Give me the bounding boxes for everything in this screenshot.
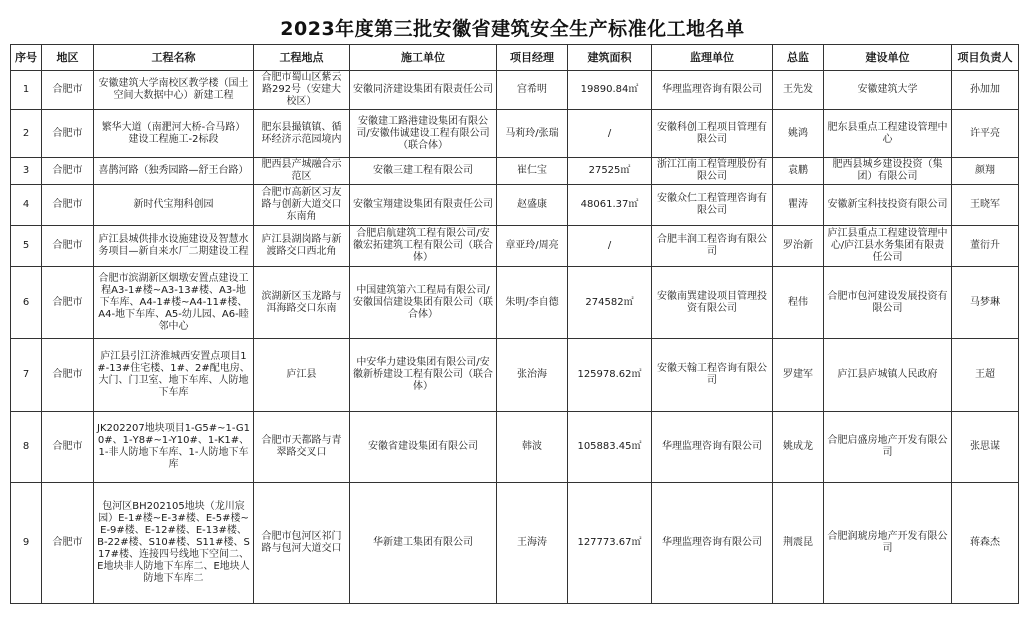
project-name-cell: 安徽建筑大学南校区教学楼（国土空间大数据中心）新建工程 <box>94 71 254 110</box>
location-cell: 肥西县产城融合示范区 <box>254 158 350 185</box>
manager-cell: 韩波 <box>497 412 568 483</box>
lead-cell: 颜翔 <box>952 158 1019 185</box>
table-row <box>11 483 1019 604</box>
table-row <box>11 339 1019 412</box>
region-cell: 合肥市 <box>42 412 94 483</box>
chief-cell: 荆震昆 <box>773 483 824 604</box>
area-cell: 19890.84㎡ <box>568 71 652 110</box>
contractor-cell: 安徽同济建设集团有限责任公司 <box>350 71 497 110</box>
header-cell: 工程名称 <box>94 45 254 71</box>
header-cell: 地区 <box>42 45 94 71</box>
table-row <box>11 71 1019 110</box>
owner-cell: 肥东县重点工程建设管理中心 <box>824 110 952 158</box>
header-cell: 监理单位 <box>652 45 773 71</box>
owner-cell: 庐江县庐城镇人民政府 <box>824 339 952 412</box>
table-row <box>11 267 1019 339</box>
owner-cell: 合肥润琥房地产开发有限公司 <box>824 483 952 604</box>
chief-cell: 姚鸿 <box>773 110 824 158</box>
header-cell: 建筑面积 <box>568 45 652 71</box>
table-row <box>11 110 1019 158</box>
supervisor-cell: 华理监理咨询有限公司 <box>652 71 773 110</box>
project-name-cell: JK202207地块项目1-G5#~1-G10#、1-Y8#~1-Y10#、1-K1#、1-非人防地下车库、1-人防地下车库 <box>94 412 254 483</box>
header-cell: 工程地点 <box>254 45 350 71</box>
area-cell: 125978.62㎡ <box>568 339 652 412</box>
header-cell: 总监 <box>773 45 824 71</box>
project-name-cell: 新时代宝翔科创园 <box>94 185 254 226</box>
project-name-cell: 喜鹊河路（独秀园路—舒王台路） <box>94 158 254 185</box>
project-name-cell: 合肥市滨湖新区烟墩安置点建设工程A3-1#楼~A3-13#楼、A3-地下车库、A4-1#楼~A4-11#楼、A4-地下车库、A5-幼儿园、A6-睦邻中心 <box>94 267 254 339</box>
location-cell: 合肥市高新区习友路与创新大道交口东南角 <box>254 185 350 226</box>
location-cell: 肥东县撮镇镇、循环经济示范园境内 <box>254 110 350 158</box>
owner-cell: 庐江县重点工程建设管理中心/庐江县水务集团有限责任公司 <box>824 226 952 267</box>
contractor-cell: 安徽建工路港建设集团有限公司/安徽伟诚建设工程有限公司（联合体） <box>350 110 497 158</box>
region-cell: 合肥市 <box>42 110 94 158</box>
location-cell: 庐江县 <box>254 339 350 412</box>
manager-cell: 朱明/李自德 <box>497 267 568 339</box>
area-cell: / <box>568 226 652 267</box>
manager-cell: 宫希明 <box>497 71 568 110</box>
area-cell: / <box>568 110 652 158</box>
owner-cell: 合肥市包河建设发展投资有限公司 <box>824 267 952 339</box>
contractor-cell: 华新建工集团有限公司 <box>350 483 497 604</box>
manager-cell: 崔仁宝 <box>497 158 568 185</box>
owner-cell: 合肥启盛房地产开发有限公司 <box>824 412 952 483</box>
supervisor-cell: 安徽天翰工程咨询有限公司 <box>652 339 773 412</box>
chief-cell: 瞿涛 <box>773 185 824 226</box>
table-row <box>11 226 1019 267</box>
manager-cell: 马莉玲/张瑞 <box>497 110 568 158</box>
lead-cell: 董衍升 <box>952 226 1019 267</box>
region-cell: 合肥市 <box>42 267 94 339</box>
region-cell: 合肥市 <box>42 339 94 412</box>
header-cell: 项目负责人 <box>952 45 1019 71</box>
region-cell: 合肥市 <box>42 185 94 226</box>
table-header-row <box>11 45 1019 71</box>
chief-cell: 王先发 <box>773 71 824 110</box>
region-cell: 合肥市 <box>42 71 94 110</box>
lead-cell: 王晓军 <box>952 185 1019 226</box>
supervisor-cell: 安徽科创工程项目管理有限公司 <box>652 110 773 158</box>
area-cell: 27525㎡ <box>568 158 652 185</box>
supervisor-cell: 合肥丰润工程咨询有限公司 <box>652 226 773 267</box>
lead-cell: 王超 <box>952 339 1019 412</box>
page-title: 2023年度第三批安徽省建筑安全生产标准化工地名单 <box>280 18 745 40</box>
row-number: 1 <box>11 71 42 110</box>
chief-cell: 袁鹏 <box>773 158 824 185</box>
contractor-cell: 中国建筑第六工程局有限公司/安徽国信建设集团有限公司（联合体） <box>350 267 497 339</box>
chief-cell: 程伟 <box>773 267 824 339</box>
project-name-cell: 庐江县城供排水设施建设及智慧水务项目—新自来水厂二期建设工程 <box>94 226 254 267</box>
row-number: 2 <box>11 110 42 158</box>
manager-cell: 张治海 <box>497 339 568 412</box>
area-cell: 105883.45㎡ <box>568 412 652 483</box>
location-cell: 合肥市蜀山区紫云路292号（安建大校区） <box>254 71 350 110</box>
header-cell: 建设单位 <box>824 45 952 71</box>
supervisor-cell: 安徽众仁工程管理咨询有限公司 <box>652 185 773 226</box>
location-cell: 合肥市包河区祁门路与包河大道交口 <box>254 483 350 604</box>
owner-cell: 安徽建筑大学 <box>824 71 952 110</box>
location-cell: 合肥市天都路与青翠路交叉口 <box>254 412 350 483</box>
row-number: 8 <box>11 412 42 483</box>
row-number: 9 <box>11 483 42 604</box>
area-cell: 48061.37㎡ <box>568 185 652 226</box>
owner-cell: 安徽新宝科技投资有限公司 <box>824 185 952 226</box>
header-cell: 项目经理 <box>497 45 568 71</box>
region-cell: 合肥市 <box>42 483 94 604</box>
owner-cell: 肥西县城乡建设投资（集团）有限公司 <box>824 158 952 185</box>
manager-cell: 王海涛 <box>497 483 568 604</box>
location-cell: 庐江县湖岗路与新渡路交口西北角 <box>254 226 350 267</box>
region-cell: 合肥市 <box>42 158 94 185</box>
row-number: 3 <box>11 158 42 185</box>
header-cell: 序号 <box>11 45 42 71</box>
header-cell: 施工单位 <box>350 45 497 71</box>
lead-cell: 马梦琳 <box>952 267 1019 339</box>
supervisor-cell: 浙江江南工程管理股份有限公司 <box>652 158 773 185</box>
area-cell: 127773.67㎡ <box>568 483 652 604</box>
contractor-cell: 安徽宝翔建设集团有限责任公司 <box>350 185 497 226</box>
area-cell: 274582㎡ <box>568 267 652 339</box>
table-row <box>11 185 1019 226</box>
project-name-cell: 庐江县引江济淮城西安置点项目1#-13#住宅楼、1#、2#配电房、大门、门卫室、地下车库、人防地下车库 <box>94 339 254 412</box>
supervisor-cell: 华理监理咨询有限公司 <box>652 483 773 604</box>
lead-cell: 孙加加 <box>952 71 1019 110</box>
lead-cell: 许平亮 <box>952 110 1019 158</box>
construction-site-table <box>10 44 1019 604</box>
project-name-cell: 包河区BH202105地块（龙川宸园）E-1#楼~E-3#楼、E-5#楼~E-9#楼、E-12#楼、E-13#楼、B-22#楼、S10#楼、S11#楼、S17#楼、连接四号线地下空间二、E地块非人防地下车库二、E地块人防地下车库二 <box>94 483 254 604</box>
project-name-cell: 繁华大道（南淝河大桥-合马路）建设工程施工-2标段 <box>94 110 254 158</box>
chief-cell: 姚成龙 <box>773 412 824 483</box>
row-number: 4 <box>11 185 42 226</box>
row-number: 6 <box>11 267 42 339</box>
chief-cell: 罗治新 <box>773 226 824 267</box>
row-number: 5 <box>11 226 42 267</box>
supervisor-cell: 华理监理咨询有限公司 <box>652 412 773 483</box>
manager-cell: 赵盛康 <box>497 185 568 226</box>
contractor-cell: 安徽三建工程有限公司 <box>350 158 497 185</box>
lead-cell: 张思谋 <box>952 412 1019 483</box>
lead-cell: 蒋森杰 <box>952 483 1019 604</box>
row-number: 7 <box>11 339 42 412</box>
manager-cell: 章亚玲/周亮 <box>497 226 568 267</box>
table-row <box>11 158 1019 185</box>
region-cell: 合肥市 <box>42 226 94 267</box>
supervisor-cell: 安徽南巽建设项目管理投资有限公司 <box>652 267 773 339</box>
chief-cell: 罗建军 <box>773 339 824 412</box>
contractor-cell: 中安华力建设集团有限公司/安徽新桥建设工程有限公司（联合体） <box>350 339 497 412</box>
location-cell: 滨湖新区玉龙路与洱海路交口东南 <box>254 267 350 339</box>
table-row <box>11 412 1019 483</box>
contractor-cell: 合肥启航建筑工程有限公司/安徽宏拓建筑工程有限公司（联合体） <box>350 226 497 267</box>
contractor-cell: 安徽省建设集团有限公司 <box>350 412 497 483</box>
